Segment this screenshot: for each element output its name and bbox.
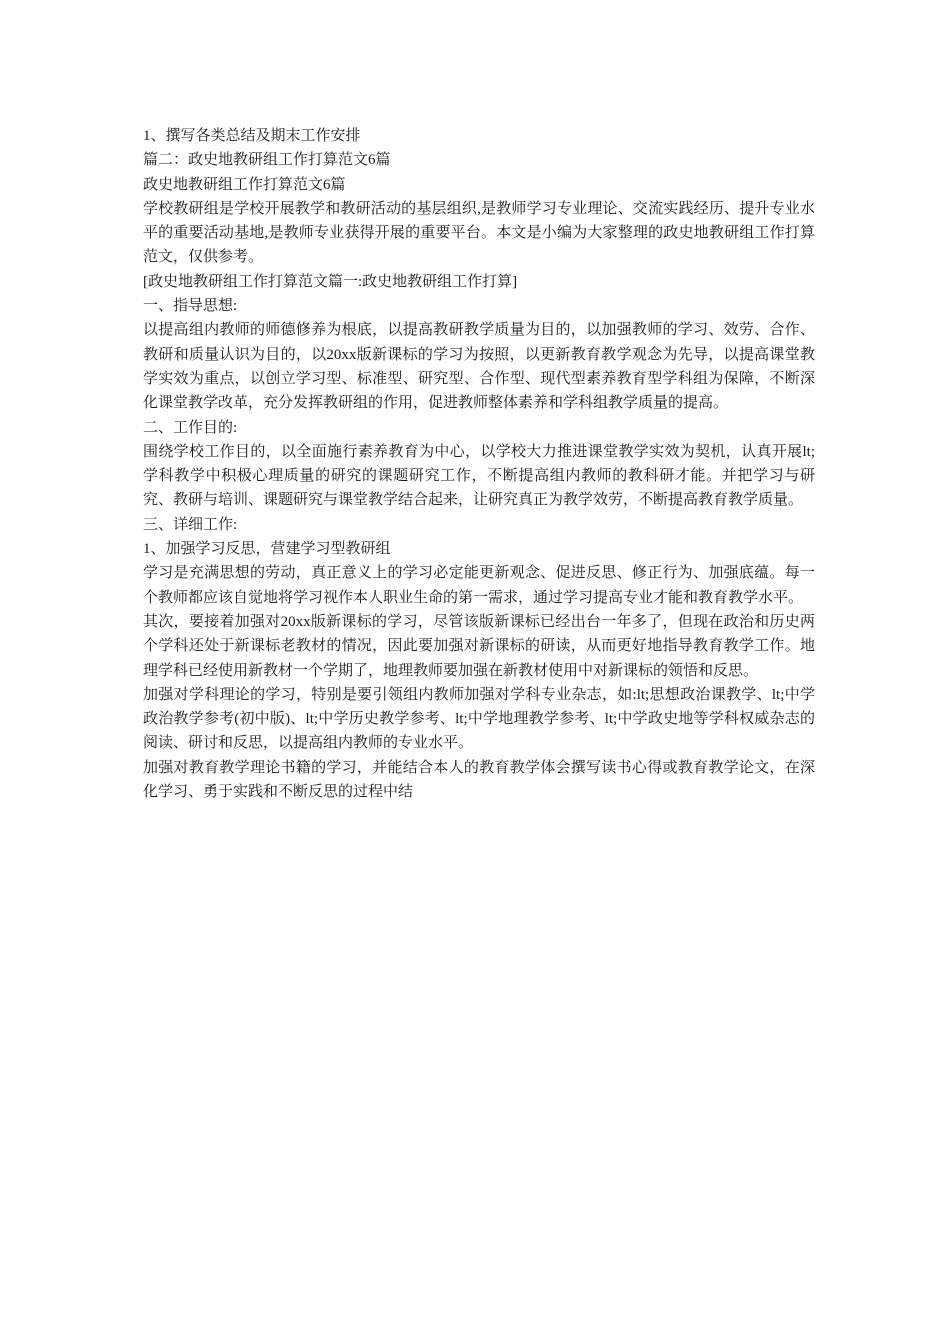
document-page: [143, 124, 815, 804]
heading-guiding-thought: 一、指导思想:: [143, 298, 238, 315]
education-theory-paragraph: 加强对教育教学理论书籍的学习，并能结合本人的教育教学体会撰写读书心得或教育教学论文，在深化学习、勇于实践和不断反思的过程中结: [143, 759, 815, 801]
intro-paragraph: 学校教研组是学校开展教学和教研活动的基层组织,是教师学习专业理论、交流实践经历、提升专业水平的重要活动基地,是教师专业获得开展的重要平台。本文是小编为大家整理的政史地教研组工作打算范文，仅供参考。: [143, 200, 815, 266]
heading-summary-item: 1、撰写各类总结及期末工作安排: [143, 128, 361, 144]
article-title: 政史地教研组工作打算范文6篇: [143, 176, 346, 193]
subject-theory-paragraph: 加强对学科理论的学习，特别是要引领组内教师加强对学科专业杂志，如:lt;思想政治课教学、lt;中学政治教学参考(初中版)、lt;中学历史教学参考、lt;中学地理教学参考、lt;中学政史地等学科权威杂志的阅读、研讨和反思，以提高组内教师的专业水平。: [143, 686, 815, 752]
heading-detailed-work: 三、详细工作:: [143, 516, 238, 533]
curriculum-standard-paragraph: 其次，要接着加强对20xx版新课标的学习，尽管该版新课标已经出台一年多了，但现在政治和历史两个学科还处于新课标老教材的情况，因此要加强对新课标的研读，从而更好地指导教育教学工作。地理学科已经使用新教材一个学期了，地理教师要加强在新教材使用中对新课标的领悟和反思。: [143, 613, 815, 679]
work-goal-paragraph: 围绕学校工作目的，以全面施行素养教育为中心，以学校大力推进课堂教学实效为契机，认真开展lt;学科教学中积极心理质量的研究的课题研究工作，不断提高组内教师的教科研才能。并把学习与研究、教研与培训、课题研究与课堂教学结合起来，让研究真正为教学效劳，不断提高教育教学质量。: [143, 443, 815, 509]
heading-work-goal: 二、工作目的:: [143, 419, 238, 436]
guiding-thought-paragraph: 以提高组内教师的师德修养为根底，以提高教研教学质量为目的，以加强教师的学习、效劳、合作、教研和质量认识为目的，以20xx版新课标的学习为按照，以更新教育教学观念为先导，以提高课堂教学实效为重点，以创立学习型、标准型、研究型、合作型、现代型素养教育型学科组为保障，不断深化课堂教学改革，充分发挥教研组的作用，促进教师整体素养和学科组教学质量的提高。: [143, 322, 815, 412]
section-title-part-two: 篇二：政史地教研组工作打算范文6篇: [143, 152, 391, 169]
learning-paragraph: 学习是充满思想的劳动，真正意义上的学习必定能更新观念、促进反思、修正行为、加强底蕴。每一个教师都应该自觉地将学习视作本人职业生命的第一需求，通过学习提高专业才能和教育教学水平。: [143, 565, 815, 606]
subheading-learning-reflection: 1、加强学习反思，营建学习型教研组: [143, 541, 391, 558]
subtitle-plan-one: [政史地教研组工作打算范文篇一:政史地教研组工作打算]: [143, 273, 518, 290]
